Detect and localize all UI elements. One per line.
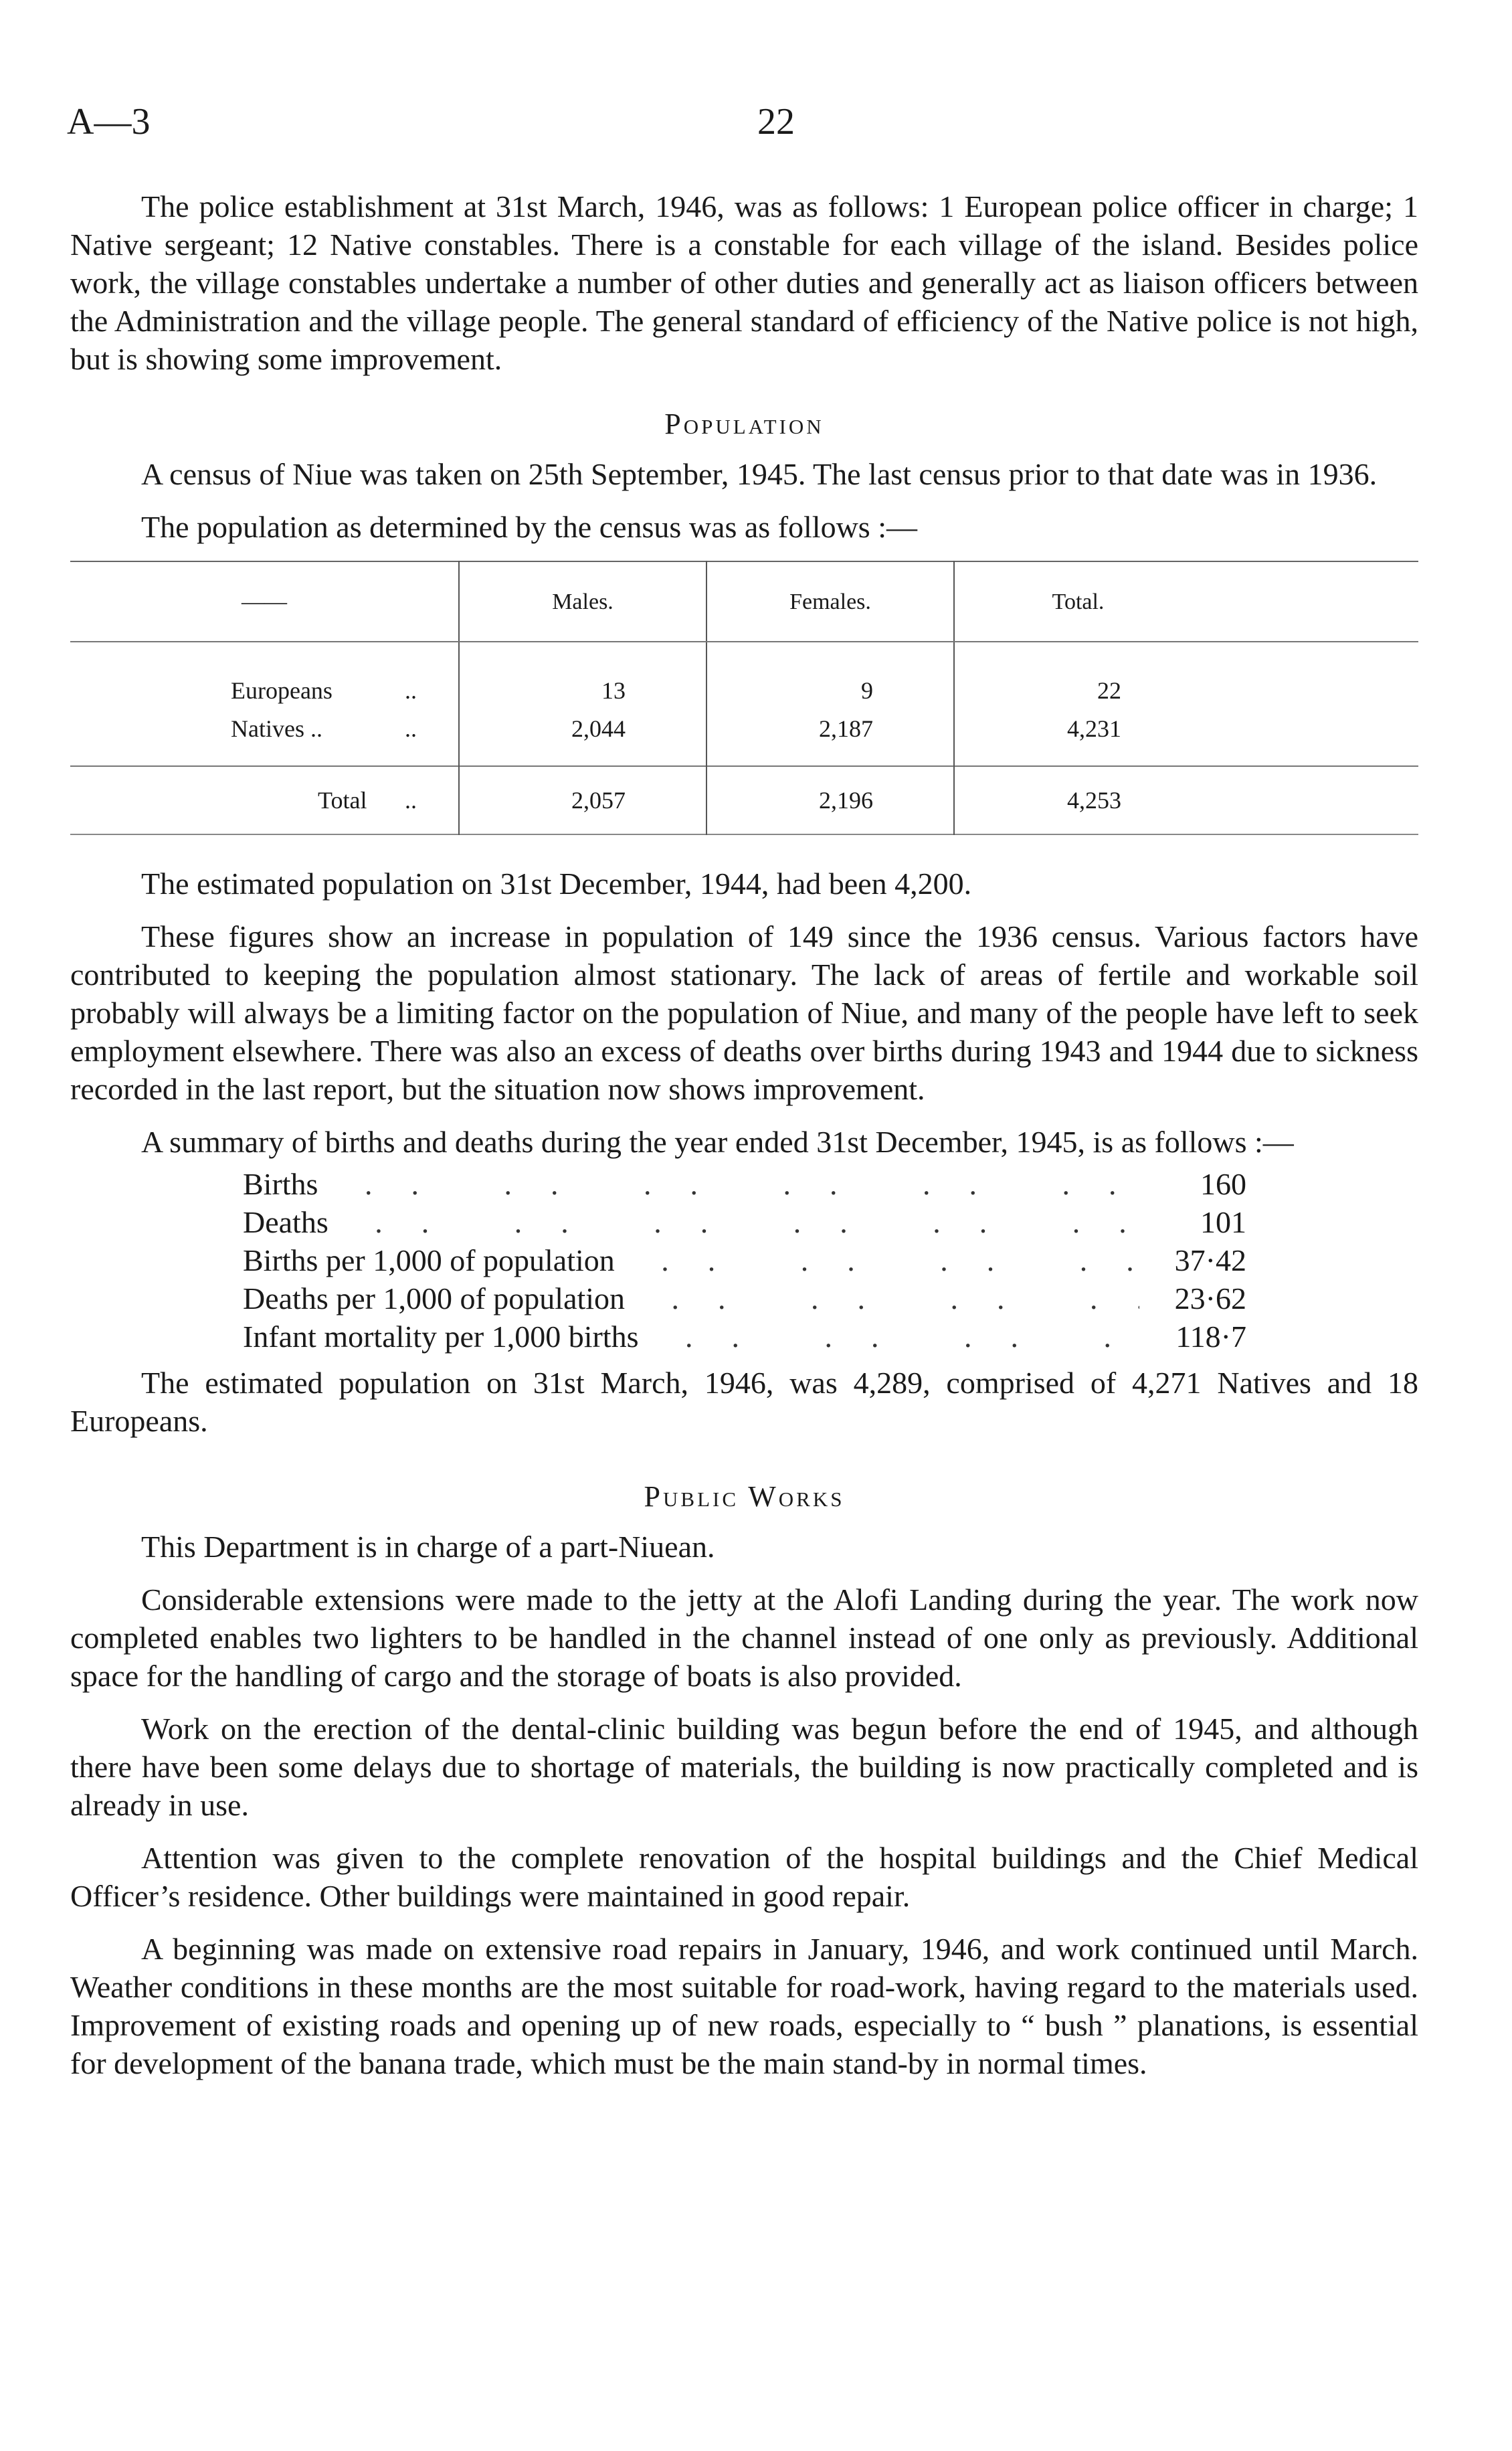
table-row bbox=[70, 710, 1418, 766]
summary-value: 101 bbox=[1200, 1205, 1246, 1239]
row-label-natives: Natives .. bbox=[231, 715, 322, 742]
list-item bbox=[243, 1165, 1246, 1203]
summary-label: Births per 1,000 of population .. .. bbox=[243, 1241, 1139, 1279]
page-number: 22 bbox=[757, 101, 795, 143]
row-label-europeans: Europeans bbox=[231, 677, 333, 704]
list-item bbox=[243, 1241, 1246, 1279]
col-header-total: Total. bbox=[954, 561, 1202, 642]
document-reference: A—3 bbox=[67, 101, 151, 143]
cell-natives-males: 2,044 bbox=[459, 710, 706, 766]
table-total-row bbox=[70, 766, 1418, 834]
cell-total-total: 4,253 bbox=[954, 766, 1202, 834]
row-leader: .. bbox=[405, 766, 459, 834]
section-heading-public-works: Public Works bbox=[644, 1480, 845, 1513]
cell-europeans-males: 13 bbox=[459, 642, 706, 710]
table-row bbox=[70, 642, 1418, 710]
summary-value: 160 bbox=[1200, 1167, 1246, 1201]
row-label-total: Total bbox=[70, 766, 405, 834]
police-paragraph: The police establishment at 31st March, 1946, was as follows: 1 European police officer in charge; 1 Native sergeant; 12 Native constables. There is a constable for each village of the island. Besides police work, the village constables undertake a number of other duties and generally act as liaison officers between the Administration and the village people. The general standard of efficiency of the Native police is not high, but is showing some improvement. bbox=[70, 189, 1418, 376]
population-paragraph-5: A summary of births and deaths during the year ended 31st December, 1945, is as follows :— bbox=[141, 1125, 1294, 1159]
summary-value: 118·7 bbox=[1175, 1320, 1246, 1354]
public-works-paragraph: Considerable extensions were made to the jetty at the Alofi Landing during the year. The work now completed enables two lighters to be handled in the channel instead of one only as previously. Additional space for the handling of cargo and the storage of boats is also provided. bbox=[70, 1582, 1418, 1693]
section-heading-population: Population bbox=[664, 407, 824, 440]
population-paragraph-1: A census of Niue was taken on 25th September, 1945. The last census prior to that date was in 1936. bbox=[141, 457, 1378, 491]
vital-statistics-summary bbox=[243, 1165, 1246, 1356]
cell-natives-females: 2,187 bbox=[706, 710, 954, 766]
col-header-females: Females. bbox=[706, 561, 954, 642]
population-paragraph-3: The estimated population on 31st December, 1944, had been 4,200. bbox=[141, 867, 972, 901]
cell-europeans-females: 9 bbox=[706, 642, 954, 710]
summary-value: 37·42 bbox=[1174, 1243, 1246, 1277]
public-works-paragraph: This Department is in charge of a part-Niuean. bbox=[141, 1530, 715, 1564]
summary-label: Deaths .. .. bbox=[243, 1203, 1139, 1241]
document-body bbox=[70, 187, 1418, 2097]
population-paragraph-2: The population as determined by the census was as follows :— bbox=[141, 510, 917, 544]
list-item bbox=[243, 1279, 1246, 1318]
summary-label: Deaths per 1,000 of population .. .. bbox=[243, 1279, 1139, 1318]
census-table bbox=[70, 561, 1418, 835]
census-corner: —— bbox=[70, 561, 459, 642]
summary-value: 23·62 bbox=[1174, 1281, 1246, 1315]
col-header-males: Males. bbox=[459, 561, 706, 642]
cell-europeans-total: 22 bbox=[954, 642, 1202, 710]
summary-label: Births .. .. bbox=[243, 1165, 1139, 1203]
population-paragraph-4: These figures show an increase in population of 149 since the 1936 census. Various factors have contributed to keeping the population almost stationary. The lack of areas of fertile and workable soil probably will always be a limiting factor on the population of Niue, and many of the people have left to seek employment elsewhere. There was also an excess of deaths over births during 1943 and 1944 due to sickness recorded in the last report, but the situation now shows improvement. bbox=[70, 919, 1418, 1106]
summary-label: Infant mortality per 1,000 births .. .. bbox=[243, 1318, 1139, 1356]
row-leader: .. bbox=[405, 677, 417, 704]
population-paragraph-6: The estimated population on 31st March, 1946, was 4,289, comprised of 4,271 Natives and 18 Europeans. bbox=[70, 1366, 1418, 1438]
list-item bbox=[243, 1318, 1246, 1356]
cell-total-males: 2,057 bbox=[459, 766, 706, 834]
public-works-paragraph: Attention was given to the complete renovation of the hospital buildings and the Chief Medical Officer’s residence. Other buildings were maintained in good repair. bbox=[70, 1841, 1418, 1913]
public-works-paragraph: Work on the erection of the dental-clinic building was begun before the end of 1945, and although there have been some delays due to shortage of materials, the building is now practically completed and is already in use. bbox=[70, 1712, 1418, 1822]
public-works-paragraph: A beginning was made on extensive road repairs in January, 1946, and work continued until March. Weather conditions in these months are the most suitable for road-work, having regard to the materials used. Improvement of existing roads and opening up of new roads, especially to “ bush ” planations, is essential for development of the banana trade, which must be the main stand-by in normal times. bbox=[70, 1932, 1418, 2080]
page-header bbox=[67, 100, 1425, 147]
row-leader: .. bbox=[405, 715, 417, 742]
cell-natives-total: 4,231 bbox=[954, 710, 1202, 766]
census-header-row bbox=[70, 561, 1418, 642]
cell-total-females: 2,196 bbox=[706, 766, 954, 834]
list-item bbox=[243, 1203, 1246, 1241]
